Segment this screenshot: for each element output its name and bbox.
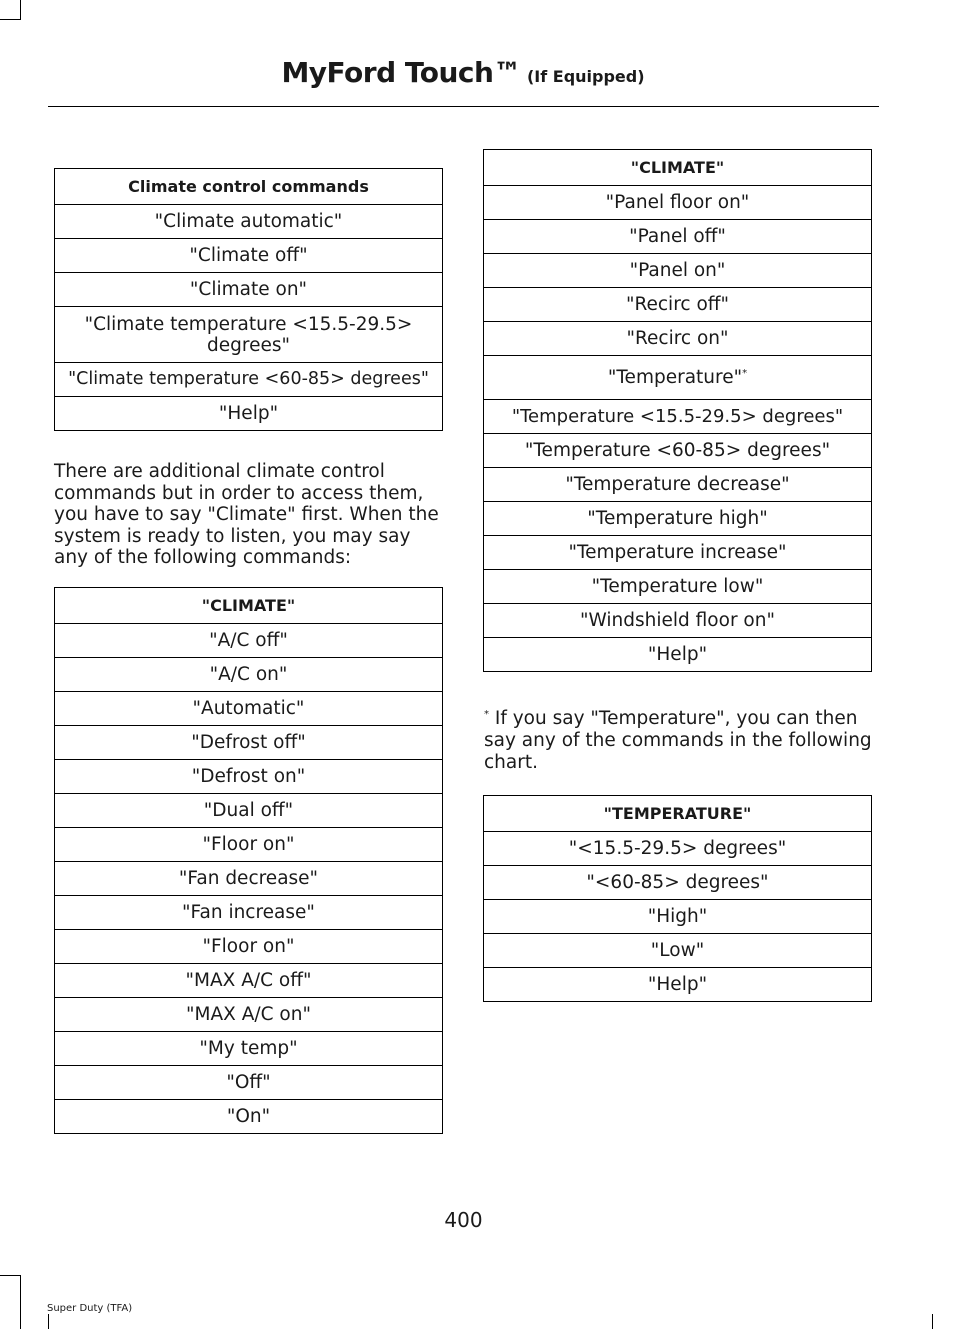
table-cell: "Temperature decrease": [484, 468, 872, 502]
table-cell: "My temp": [55, 1032, 443, 1066]
table-header: "CLIMATE": [55, 588, 443, 624]
table-cell: "Temperature <60-85> degrees": [484, 434, 872, 468]
header-divider: [48, 106, 879, 107]
page-number: 400: [444, 1208, 483, 1232]
table-cell: "Recirc off": [484, 288, 872, 322]
table-cell-text: "Temperature": [607, 367, 743, 388]
climate-commands-table-right: [483, 149, 872, 672]
table-cell: "Low": [484, 934, 872, 968]
table-cell: "Climate off": [55, 239, 443, 273]
table-cell: "Panel floor on": [484, 186, 872, 220]
table-cell: "<15.5-29.5> degrees": [484, 832, 872, 866]
table-header: Climate control commands: [55, 169, 443, 205]
climate-control-commands-table: [54, 168, 443, 431]
table-cell: "Temperature high": [484, 502, 872, 536]
table-cell: "Climate on": [55, 273, 443, 307]
table-header: "CLIMATE": [484, 150, 872, 186]
table-cell: "Defrost on": [55, 760, 443, 794]
table-cell: "Climate temperature <15.5-29.5> degrees": [55, 307, 443, 363]
table-cell: "A/C off": [55, 624, 443, 658]
table-cell: "Temperature low": [484, 570, 872, 604]
table-cell: "Help": [484, 638, 872, 672]
table-header: "TEMPERATURE": [484, 796, 872, 832]
table-cell: "Recirc on": [484, 322, 872, 356]
table-cell: "Floor on": [55, 828, 443, 862]
temperature-commands-table: [483, 795, 872, 1002]
table-cell: "MAX A/C off": [55, 964, 443, 998]
footnote: [484, 708, 876, 774]
table-cell: "Help": [484, 968, 872, 1002]
footnote-text: If you say "Temperature", you can then say any of the commands in the following chart.: [484, 708, 872, 773]
crop-mark: [48, 1314, 49, 1329]
table-cell: "Help": [55, 397, 443, 431]
table-cell: "A/C on": [55, 658, 443, 692]
table-cell: [484, 356, 872, 400]
table-cell: "Climate temperature <60-85> degrees": [55, 363, 443, 397]
table-cell: "Fan increase": [55, 896, 443, 930]
table-cell: "Windshield floor on": [484, 604, 872, 638]
climate-commands-table-left: [54, 587, 443, 1134]
table-cell: "Temperature <15.5-29.5> degrees": [484, 400, 872, 434]
page-header: [48, 56, 878, 89]
table-cell: "High": [484, 900, 872, 934]
table-cell: "MAX A/C on": [55, 998, 443, 1032]
crop-mark: [0, 1275, 20, 1276]
table-cell: "Off": [55, 1066, 443, 1100]
table-cell: "Floor on": [55, 930, 443, 964]
intro-paragraph: There are additional climate control commands but in order to access them, you have to say "Climate" first. When the system is ready to listen, you may say any of the following commands:: [54, 461, 439, 568]
crop-mark: [0, 19, 20, 20]
table-cell: "Panel on": [484, 254, 872, 288]
footnote-marker: *: [742, 367, 748, 379]
footer-label: Super Duty (TFA): [47, 1303, 133, 1314]
table-cell: "Defrost off": [55, 726, 443, 760]
crop-mark: [20, 1275, 21, 1329]
table-cell: "Automatic": [55, 692, 443, 726]
table-cell: "Climate automatic": [55, 205, 443, 239]
page-title: MyFord Touch™: [281, 56, 521, 89]
table-cell: "<60-85> degrees": [484, 866, 872, 900]
crop-mark: [20, 0, 21, 20]
crop-mark: [932, 1314, 933, 1329]
footnote-marker: *: [484, 708, 489, 720]
page-subtitle: (If Equipped): [526, 67, 645, 86]
table-cell: "Dual off": [55, 794, 443, 828]
table-cell: "On": [55, 1100, 443, 1134]
table-cell: "Fan decrease": [55, 862, 443, 896]
table-cell: "Panel off": [484, 220, 872, 254]
table-cell: "Temperature increase": [484, 536, 872, 570]
